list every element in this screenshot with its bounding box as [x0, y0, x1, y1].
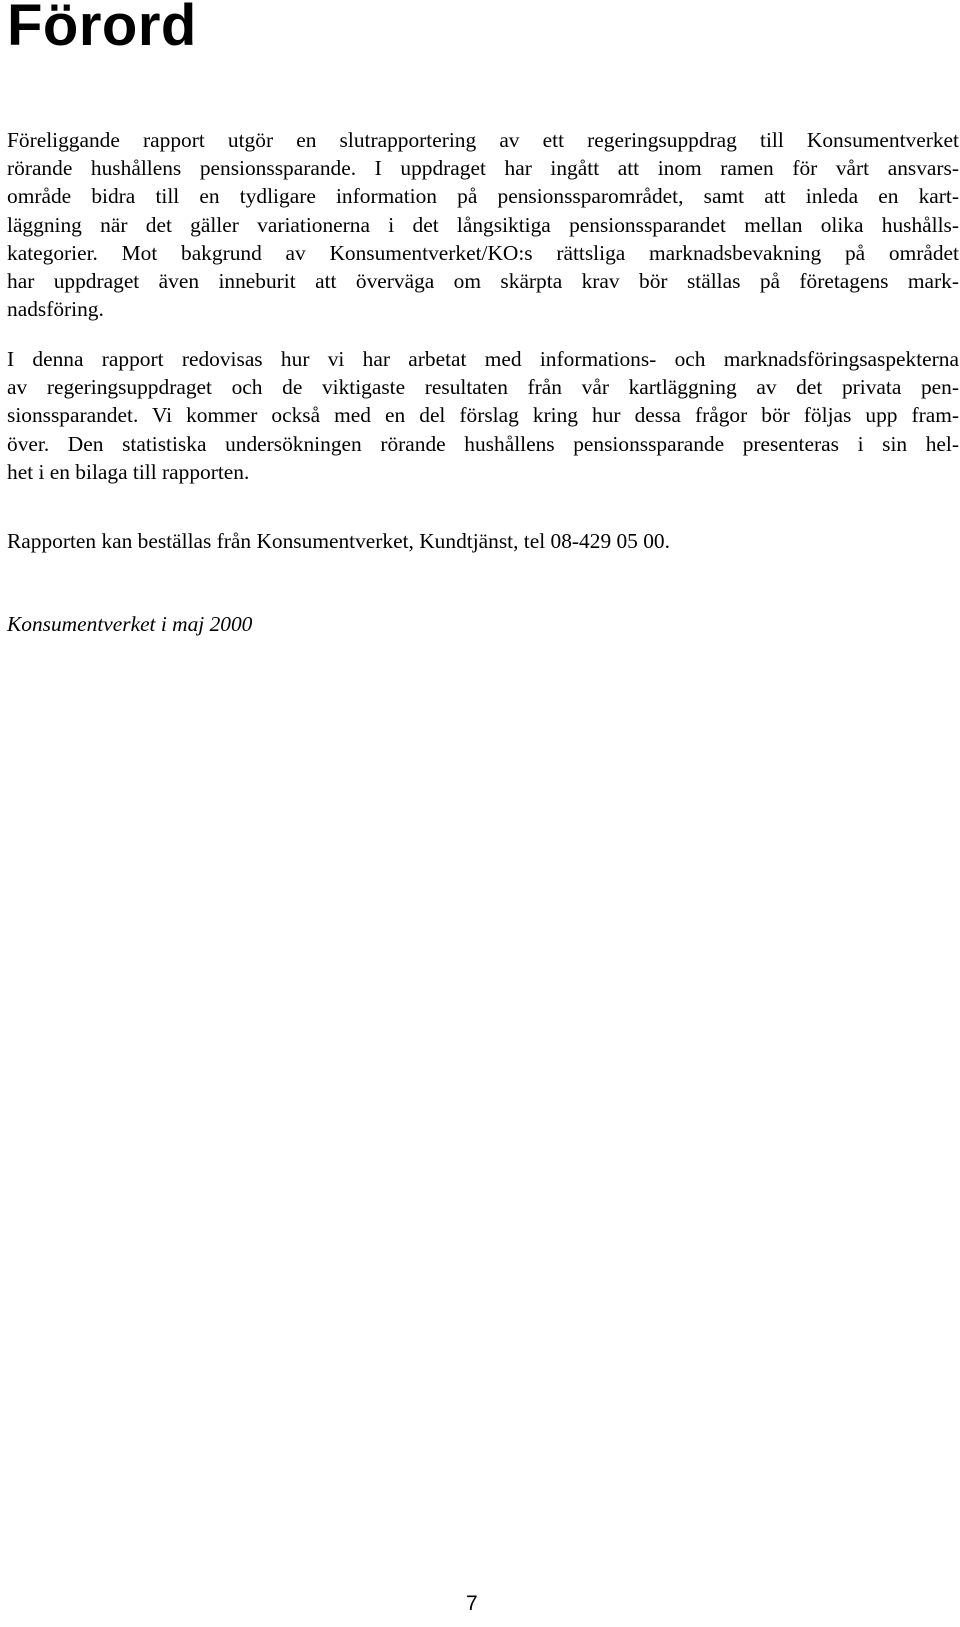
- paragraph-report-summary: [7, 345, 959, 486]
- signature: Konsumentverket i maj 2000: [7, 612, 253, 636]
- paragraph-line: sionssparandet. Vi kommer också med en del förslag kring hur dessa frågor bör följas upp fram-: [7, 403, 959, 428]
- paragraph-line: nadsföring.: [7, 297, 104, 322]
- paragraph-line: het i en bilaga till rapporten.: [7, 459, 250, 484]
- paragraph-line: har uppdraget även inneburit att överväga om skärpta krav bör ställas på företagens mark-: [7, 268, 959, 293]
- paragraph-line: Föreliggande rapport utgör en slutrapportering av ett regeringsuppdrag till Konsumentverket: [7, 128, 959, 152]
- paragraph-line: över. Den statistiska undersökningen rörande hushållens pensionssparande presenteras i sin hel-: [7, 431, 959, 456]
- paragraph-line: område bidra till en tydligare information på pensionssparområdet, samt att inleda en kart-: [7, 184, 959, 209]
- paragraph-line: I denna rapport redovisas hur vi har arbetat med informations- och marknadsföringsaspekterna: [7, 347, 959, 371]
- page-title: Förord: [7, 0, 197, 58]
- paragraph-intro: [7, 126, 959, 323]
- paragraph-ordering-info: [7, 527, 959, 555]
- paragraph-line: kategorier. Mot bakgrund av Konsumentverket/KO:s rättsliga marknadsbevakning på området: [7, 240, 959, 265]
- paragraph-line: rörande hushållens pensionssparande. I uppdraget har ingått att inom ramen för vårt ansvars-: [7, 156, 959, 181]
- paragraph-line: läggning när det gäller variationerna i det långsiktiga pensionssparandet mellan olika hushålls-: [7, 212, 959, 237]
- paragraph-line: av regeringsuppdraget och de viktigaste resultaten från vår kartläggning av det privata pen-: [7, 375, 959, 400]
- paragraph-line: Rapporten kan beställas från Konsumentverket, Kundtjänst, tel 08-429 05 00.: [7, 529, 670, 553]
- page-number: 7: [466, 1592, 478, 1615]
